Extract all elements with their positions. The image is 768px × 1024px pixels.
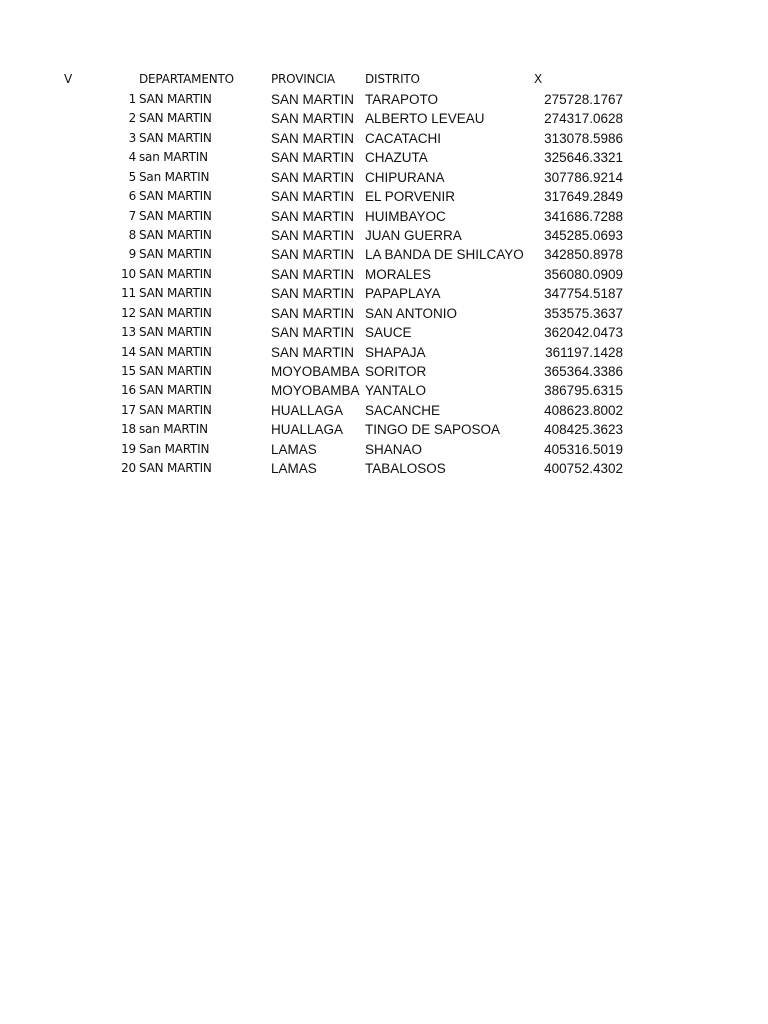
- cell-x: 307786.9214: [544, 169, 623, 185]
- row-number: 8: [128, 227, 136, 242]
- cell-x: 365364.3386: [544, 363, 623, 379]
- cell-distrito: HUIMBAYOC: [365, 208, 446, 224]
- row-number: 19: [121, 441, 136, 456]
- cell-x: 408623.8002: [544, 402, 623, 418]
- cell-provincia: SAN MARTIN: [271, 130, 355, 146]
- cell-x: 353575.3637: [544, 305, 623, 321]
- row-number: 11: [121, 286, 136, 301]
- cell-x: 275728.1767: [544, 92, 623, 107]
- cell-x: 356080.0909: [544, 266, 623, 282]
- cell-provincia: SAN MARTIN: [271, 266, 355, 282]
- cell-x: 325646.3321: [544, 150, 623, 166]
- row-number: 15: [121, 363, 136, 378]
- cell-x: 400752.4302: [544, 461, 623, 476]
- cell-departamento: SAN MARTIN: [139, 305, 212, 320]
- cell-distrito: TINGO DE SAPOSOA: [365, 422, 501, 438]
- cell-distrito: EL PORVENIR: [365, 189, 456, 205]
- cell-provincia: HUALLAGA: [271, 422, 344, 438]
- row-number: 18: [121, 422, 136, 437]
- row-number: 12: [121, 305, 136, 320]
- cell-departamento: SAN MARTIN: [139, 461, 212, 475]
- cell-provincia: SAN MARTIN: [271, 92, 355, 107]
- table-row: [0, 245, 768, 264]
- table-row: [0, 168, 768, 187]
- table-row: [0, 109, 768, 128]
- row-number: 14: [121, 344, 136, 359]
- cell-distrito: SORITOR: [365, 363, 427, 379]
- cell-x: 386795.6315: [544, 383, 623, 399]
- row-number: 6: [128, 189, 136, 204]
- row-number: 9: [128, 247, 136, 262]
- cell-departamento: SAN MARTIN: [139, 130, 212, 145]
- cell-provincia: MOYOBAMBA: [271, 383, 360, 399]
- cell-x: 361197.1428: [545, 344, 623, 360]
- table-row: [0, 440, 768, 459]
- cell-departamento: SAN MARTIN: [139, 363, 212, 378]
- cell-provincia: SAN MARTIN: [271, 305, 355, 321]
- table-row: [0, 459, 768, 478]
- cell-distrito: SAN ANTONIO: [365, 305, 458, 321]
- cell-departamento: SAN MARTIN: [139, 344, 212, 359]
- row-number: 20: [121, 461, 136, 475]
- cell-distrito: PAPAPLAYA: [365, 286, 441, 302]
- cell-provincia: SAN MARTIN: [271, 247, 355, 263]
- cell-x: 405316.5019: [544, 441, 623, 457]
- cell-x: 274317.0628: [544, 111, 623, 127]
- cell-provincia: SAN MARTIN: [271, 169, 355, 185]
- header-row: [0, 70, 768, 89]
- cell-distrito: CHAZUTA: [365, 150, 428, 166]
- header-v: V: [64, 72, 73, 86]
- row-number: 7: [128, 208, 136, 223]
- cell-distrito: ALBERTO LEVEAU: [365, 111, 485, 127]
- cell-x: 341686.7288: [544, 208, 623, 224]
- row-number: 17: [121, 402, 136, 417]
- cell-distrito: CACATACHI: [365, 130, 442, 146]
- cell-x: 345285.0693: [544, 227, 623, 243]
- header-departamento: DEPARTAMENTO: [139, 72, 234, 86]
- header-provincia: PROVINCIA: [271, 72, 335, 86]
- table-row: [0, 343, 768, 362]
- cell-departamento: SAN MARTIN: [139, 189, 212, 204]
- row-number: 2: [128, 111, 136, 126]
- header-distrito: DISTRITO: [365, 72, 420, 86]
- cell-provincia: MOYOBAMBA: [271, 363, 360, 379]
- table-row: [0, 304, 768, 323]
- cell-distrito: JUAN GUERRA: [365, 227, 462, 243]
- cell-distrito: SHAPAJA: [365, 344, 426, 360]
- cell-distrito: LA BANDA DE SHILCAYO: [365, 247, 524, 263]
- row-number: 10: [121, 266, 136, 281]
- cell-departamento: san MARTIN: [139, 422, 208, 437]
- cell-distrito: YANTALO: [365, 383, 427, 399]
- cell-provincia: LAMAS: [271, 441, 317, 457]
- cell-x: 362042.0473: [544, 325, 623, 340]
- cell-provincia: HUALLAGA: [271, 402, 344, 418]
- table-row: [0, 323, 768, 342]
- cell-provincia: SAN MARTIN: [271, 150, 355, 166]
- cell-departamento: San MARTIN: [139, 169, 210, 184]
- table-row: [0, 420, 768, 439]
- cell-provincia: SAN MARTIN: [271, 344, 355, 360]
- table-row: [0, 90, 768, 109]
- cell-departamento: SAN MARTIN: [139, 92, 212, 106]
- cell-provincia: SAN MARTIN: [271, 208, 355, 224]
- header-x: X: [534, 72, 543, 86]
- cell-departamento: SAN MARTIN: [139, 111, 212, 126]
- cell-departamento: SAN MARTIN: [139, 402, 212, 417]
- cell-departamento: SAN MARTIN: [139, 208, 212, 223]
- cell-departamento: SAN MARTIN: [139, 383, 212, 398]
- table-row: [0, 265, 768, 284]
- cell-x: 347754.5187: [544, 286, 623, 302]
- table-row: [0, 381, 768, 400]
- table-row: [0, 401, 768, 420]
- cell-provincia: SAN MARTIN: [271, 111, 355, 127]
- cell-departamento: SAN MARTIN: [139, 286, 212, 301]
- table-row: [0, 148, 768, 167]
- cell-x: 408425.3623: [544, 422, 623, 438]
- table-row: [0, 129, 768, 148]
- table-row: [0, 362, 768, 381]
- table-row: [0, 187, 768, 206]
- cell-distrito: SHANAO: [365, 441, 423, 457]
- cell-provincia: SAN MARTIN: [271, 286, 355, 302]
- row-number: 3: [128, 130, 136, 145]
- cell-distrito: TARAPOTO: [365, 92, 439, 107]
- cell-departamento: SAN MARTIN: [139, 227, 212, 242]
- cell-departamento: SAN MARTIN: [139, 266, 212, 281]
- cell-departamento: san MARTIN: [139, 150, 208, 165]
- cell-provincia: LAMAS: [271, 461, 317, 476]
- cell-provincia: SAN MARTIN: [271, 227, 355, 243]
- row-number: 13: [121, 325, 136, 339]
- cell-x: 317649.2849: [544, 189, 623, 205]
- cell-departamento: San MARTIN: [139, 441, 210, 456]
- cell-x: 342850.8978: [544, 247, 623, 263]
- row-number: 4: [128, 150, 136, 165]
- table-row: [0, 284, 768, 303]
- row-number: 1: [128, 92, 136, 106]
- cell-distrito: CHIPURANA: [365, 169, 445, 185]
- cell-provincia: SAN MARTIN: [271, 325, 355, 340]
- table-row: [0, 207, 768, 226]
- cell-x: 313078.5986: [544, 130, 623, 146]
- cell-departamento: SAN MARTIN: [139, 247, 212, 262]
- cell-distrito: SAUCE: [365, 325, 412, 340]
- row-number: 16: [121, 383, 136, 398]
- cell-distrito: MORALES: [365, 266, 432, 282]
- cell-distrito: TABALOSOS: [365, 461, 446, 476]
- cell-distrito: SACANCHE: [365, 402, 441, 418]
- row-number: 5: [128, 169, 136, 184]
- cell-departamento: SAN MARTIN: [139, 325, 212, 339]
- cell-provincia: SAN MARTIN: [271, 189, 355, 205]
- table-row: [0, 226, 768, 245]
